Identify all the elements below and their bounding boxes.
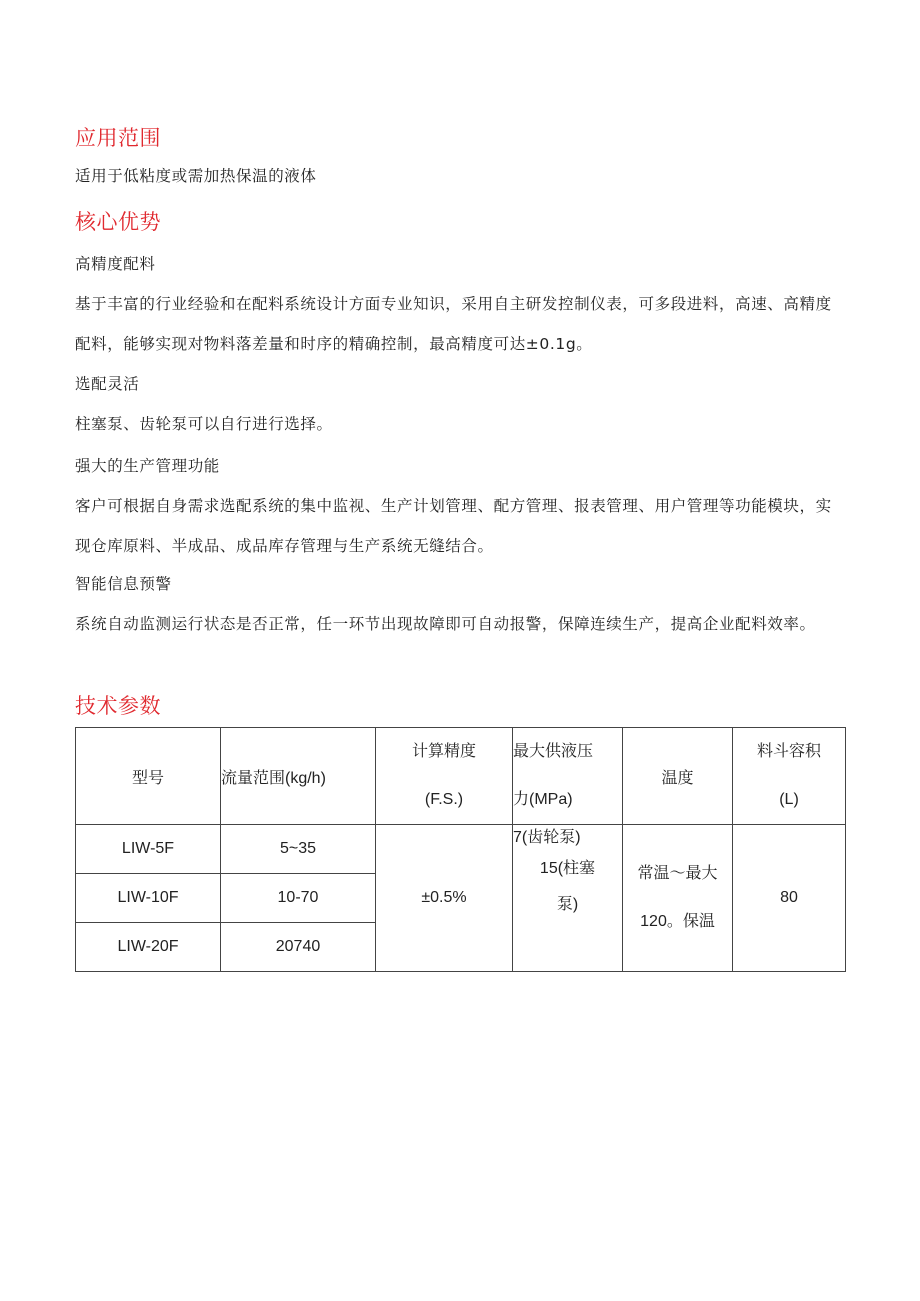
advantage-title-management: 强大的生产管理功能: [75, 457, 220, 475]
cell-flow: 5~35: [221, 825, 376, 874]
cell-flow: 20740: [221, 923, 376, 972]
cell-flow: 10-70: [221, 874, 376, 923]
scope-heading: 应用范围: [75, 126, 161, 150]
cell-model: LIW-20F: [76, 923, 221, 972]
header-temperature: 温度: [623, 728, 733, 825]
cell-pressure: 7(齿轮泵) 15(柱塞 泵): [513, 825, 623, 972]
advantage-title-warning: 智能信息预警: [75, 575, 172, 593]
cell-temperature: 常温～最大 120。保温: [623, 825, 733, 972]
advantage-title-precision: 高精度配料: [75, 255, 156, 273]
cell-accuracy: ±0.5%: [376, 825, 513, 972]
advantage-text-warning: 系统自动监测运行状态是否正常，任一环节出现故障即可自动报警，保障连续生产，提高企业配料效率。: [75, 615, 816, 633]
advantage-text-management: 客户可根据自身需求选配系统的集中监视、生产计划管理、配方管理、报表管理、用户管理等功能模块，实现仓库原料、半成品、成品库存管理与生产系统无缝结合。: [75, 497, 832, 555]
header-volume: 料斗容积 (L): [733, 728, 846, 825]
cell-volume: 80: [733, 825, 846, 972]
table-header-row: [76, 728, 846, 825]
header-accuracy: 计算精度 (F.S.): [376, 728, 513, 825]
cell-model: LIW-5F: [76, 825, 221, 874]
header-flow: 流量范围(kg/h): [221, 728, 376, 825]
scope-text: 适用于低粘度或需加热保温的液体: [75, 167, 317, 185]
advantages-heading: 核心优势: [75, 210, 161, 234]
advantage-title-flexible: 选配灵活: [75, 375, 140, 393]
specs-table: [75, 727, 846, 972]
table-row: [76, 825, 846, 874]
advantage-text-flexible: 柱塞泵、齿轮泵可以自行进行选择。: [75, 415, 333, 433]
header-model: 型号: [76, 728, 221, 825]
header-pressure: 最大供液压 力(MPa): [513, 728, 623, 825]
cell-model: LIW-10F: [76, 874, 221, 923]
specs-heading: 技术参数: [75, 694, 161, 718]
advantage-text-precision: 基于丰富的行业经验和在配料系统设计方面专业知识，采用自主研发控制仪表，可多段进料，高速、高精度配料，能够实现对物料落差量和时序的精确控制，最高精度可达±0.1g。: [75, 295, 832, 353]
